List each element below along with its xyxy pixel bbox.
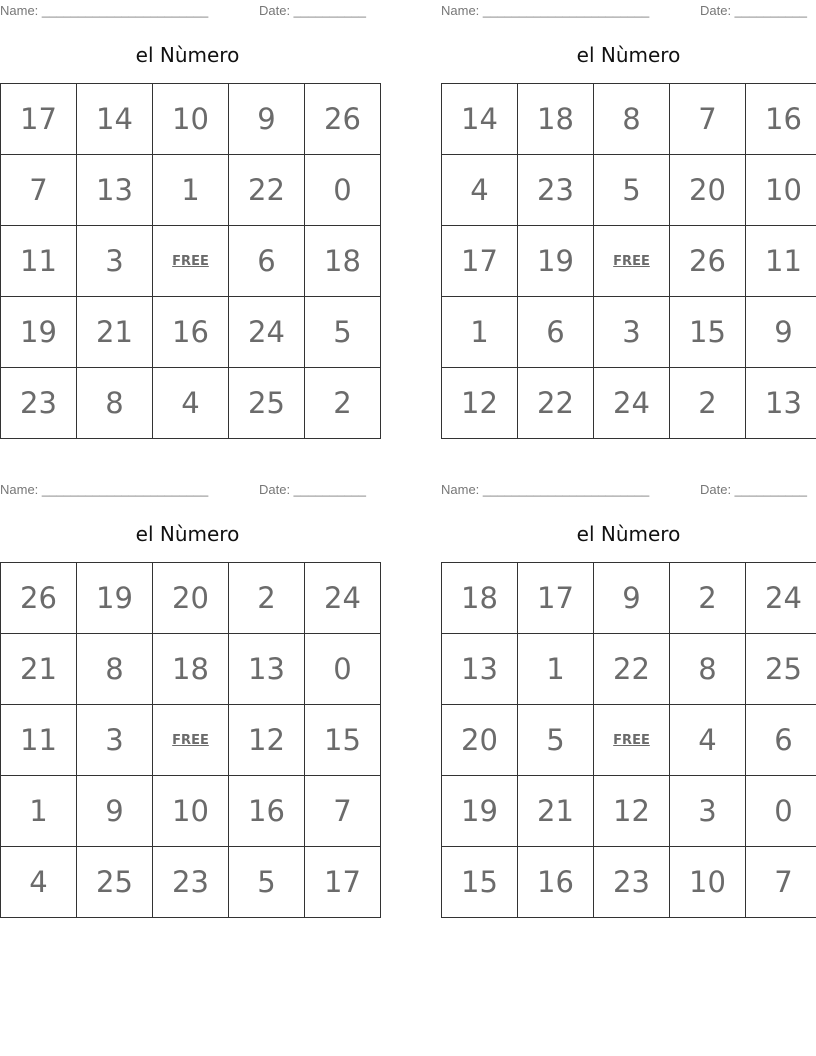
grid-cell: 11 <box>1 705 77 776</box>
grid-cell: 21 <box>518 776 594 847</box>
grid-cell: 2 <box>229 563 305 634</box>
grid-row <box>1 84 381 155</box>
grid-cell: 9 <box>229 84 305 155</box>
grid-cell: 15 <box>442 847 518 918</box>
grid-row <box>1 368 381 439</box>
card-header <box>0 3 375 19</box>
grid-cell: 20 <box>153 563 229 634</box>
grid-cell: 9 <box>594 563 670 634</box>
grid-cell: 3 <box>77 705 153 776</box>
grid-cell: 6 <box>229 226 305 297</box>
grid-cell: 22 <box>518 368 594 439</box>
grid-row <box>442 297 816 368</box>
bingo-grid <box>0 83 381 439</box>
grid-cell: 21 <box>1 634 77 705</box>
grid-cell: 1 <box>153 155 229 226</box>
grid-cell: 8 <box>77 368 153 439</box>
bingo-card <box>441 0 816 434</box>
grid-cell: 4 <box>670 705 746 776</box>
grid-row <box>1 705 381 776</box>
grid-row <box>1 563 381 634</box>
grid-cell: 2 <box>670 563 746 634</box>
date-field: Date: __________ <box>700 3 807 18</box>
grid-row <box>442 776 816 847</box>
grid-cell: 12 <box>442 368 518 439</box>
bingo-card <box>441 479 816 913</box>
grid-cell: 12 <box>594 776 670 847</box>
grid-cell: 24 <box>594 368 670 439</box>
grid-cell: 19 <box>518 226 594 297</box>
grid-cell: 24 <box>746 563 816 634</box>
free-space: FREE <box>594 705 670 776</box>
grid-cell: 18 <box>153 634 229 705</box>
grid-cell: 6 <box>746 705 816 776</box>
grid-cell: 13 <box>229 634 305 705</box>
grid-cell: 0 <box>746 776 816 847</box>
grid-row <box>442 155 816 226</box>
name-field: Name: _______________________ <box>441 3 650 18</box>
card-header <box>441 3 816 19</box>
grid-cell: 26 <box>305 84 381 155</box>
grid-cell: 26 <box>1 563 77 634</box>
grid-cell: 15 <box>670 297 746 368</box>
grid-cell: 1 <box>518 634 594 705</box>
grid-row <box>1 776 381 847</box>
grid-row <box>442 84 816 155</box>
grid-cell: 0 <box>305 634 381 705</box>
grid-row <box>1 847 381 918</box>
grid-cell: 16 <box>746 84 816 155</box>
bingo-grid <box>0 562 381 918</box>
grid-cell: 11 <box>746 226 816 297</box>
grid-cell: 17 <box>442 226 518 297</box>
grid-cell: 16 <box>518 847 594 918</box>
grid-cell: 11 <box>1 226 77 297</box>
grid-row <box>442 226 816 297</box>
grid-cell: 23 <box>153 847 229 918</box>
grid-row <box>442 634 816 705</box>
grid-cell: 19 <box>1 297 77 368</box>
grid-cell: 21 <box>77 297 153 368</box>
grid-cell: 4 <box>442 155 518 226</box>
grid-cell: 24 <box>305 563 381 634</box>
grid-cell: 3 <box>77 226 153 297</box>
grid-cell: 4 <box>1 847 77 918</box>
grid-cell: 2 <box>305 368 381 439</box>
grid-cell: 10 <box>153 84 229 155</box>
grid-cell: 13 <box>442 634 518 705</box>
name-field: Name: _______________________ <box>441 482 650 497</box>
grid-cell: 5 <box>229 847 305 918</box>
bingo-grid <box>441 562 816 918</box>
grid-cell: 4 <box>153 368 229 439</box>
grid-cell: 26 <box>670 226 746 297</box>
bingo-card <box>0 0 375 434</box>
grid-cell: 8 <box>77 634 153 705</box>
grid-cell: 19 <box>77 563 153 634</box>
card-title: el Nùmero <box>135 522 240 546</box>
grid-cell: 10 <box>670 847 746 918</box>
grid-cell: 17 <box>305 847 381 918</box>
grid-cell: 13 <box>746 368 816 439</box>
grid-cell: 24 <box>229 297 305 368</box>
card-title: el Nùmero <box>135 43 240 67</box>
grid-cell: 12 <box>229 705 305 776</box>
card-header <box>441 482 816 498</box>
grid-cell: 18 <box>442 563 518 634</box>
grid-cell: 20 <box>442 705 518 776</box>
grid-cell: 7 <box>305 776 381 847</box>
grid-cell: 17 <box>1 84 77 155</box>
date-field: Date: __________ <box>259 3 366 18</box>
grid-cell: 18 <box>305 226 381 297</box>
grid-cell: 1 <box>1 776 77 847</box>
grid-cell: 23 <box>518 155 594 226</box>
grid-cell: 25 <box>746 634 816 705</box>
date-field: Date: __________ <box>259 482 366 497</box>
bingo-card <box>0 479 375 913</box>
grid-row <box>442 705 816 776</box>
grid-row <box>1 297 381 368</box>
card-title: el Nùmero <box>576 522 681 546</box>
grid-row <box>442 847 816 918</box>
grid-cell: 15 <box>305 705 381 776</box>
card-title: el Nùmero <box>576 43 681 67</box>
bingo-grid <box>441 83 816 439</box>
card-header <box>0 482 375 498</box>
grid-cell: 14 <box>77 84 153 155</box>
grid-cell: 2 <box>670 368 746 439</box>
grid-row <box>442 368 816 439</box>
grid-cell: 23 <box>594 847 670 918</box>
grid-cell: 10 <box>153 776 229 847</box>
grid-cell: 10 <box>746 155 816 226</box>
name-field: Name: _______________________ <box>0 3 209 18</box>
grid-cell: 16 <box>153 297 229 368</box>
grid-cell: 5 <box>305 297 381 368</box>
grid-cell: 7 <box>1 155 77 226</box>
grid-row <box>1 634 381 705</box>
grid-cell: 3 <box>594 297 670 368</box>
grid-cell: 7 <box>746 847 816 918</box>
grid-cell: 6 <box>518 297 594 368</box>
grid-row <box>442 563 816 634</box>
grid-cell: 9 <box>77 776 153 847</box>
grid-cell: 13 <box>77 155 153 226</box>
grid-cell: 7 <box>670 84 746 155</box>
grid-cell: 8 <box>670 634 746 705</box>
grid-cell: 3 <box>670 776 746 847</box>
grid-cell: 9 <box>746 297 816 368</box>
grid-cell: 23 <box>1 368 77 439</box>
grid-cell: 19 <box>442 776 518 847</box>
grid-cell: 1 <box>442 297 518 368</box>
grid-cell: 20 <box>670 155 746 226</box>
grid-cell: 5 <box>594 155 670 226</box>
free-space: FREE <box>153 705 229 776</box>
grid-cell: 0 <box>305 155 381 226</box>
grid-row <box>1 155 381 226</box>
grid-cell: 16 <box>229 776 305 847</box>
grid-cell: 17 <box>518 563 594 634</box>
grid-cell: 18 <box>518 84 594 155</box>
grid-cell: 14 <box>442 84 518 155</box>
free-space: FREE <box>153 226 229 297</box>
grid-cell: 25 <box>229 368 305 439</box>
name-field: Name: _______________________ <box>0 482 209 497</box>
free-space: FREE <box>594 226 670 297</box>
grid-cell: 5 <box>518 705 594 776</box>
grid-row <box>1 226 381 297</box>
grid-cell: 22 <box>229 155 305 226</box>
grid-cell: 22 <box>594 634 670 705</box>
date-field: Date: __________ <box>700 482 807 497</box>
grid-cell: 8 <box>594 84 670 155</box>
grid-cell: 25 <box>77 847 153 918</box>
